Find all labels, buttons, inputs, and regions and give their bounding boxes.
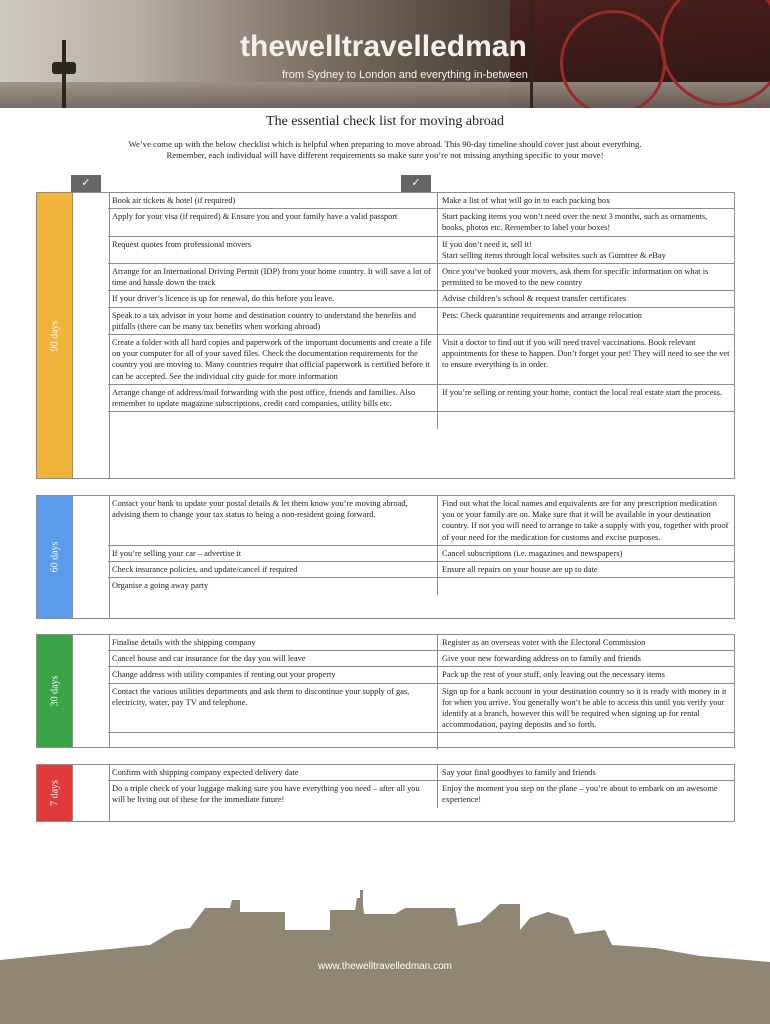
table-row (108, 635, 734, 650)
bike-frame (530, 0, 533, 108)
section-label-60: 60 days (37, 496, 72, 618)
lamp-head (52, 62, 76, 74)
table-row (108, 236, 734, 263)
task-right: Find out what the local names and equivalents are for any prescription medication you or your family are on. Make sure that it will be available in your destination country. If not you will need to arrange to take a supply with you, together with proof of your need for the medication for customs and excise purposes. (442, 499, 729, 542)
task-left: Create a folder with all hard copies and paperwork of the important documents and create a file on your computer for all of your saved files. Check the documentation requirements for the country you are moving to. Many countries require that official paperwork is certified before it can be accepted. See the individual city guide for more information (108, 335, 438, 384)
bicycle-wheel-icon (560, 10, 666, 108)
task-right: If you’re selling or renting your home, contact the local real estate start the process. (442, 387, 722, 397)
section-label-90: 90 days (37, 193, 72, 478)
task-left: Contact the various utilities departments and ask them to discontinue your supply of gas, electricity, water, pay TV and telephone. (108, 684, 438, 733)
brand-tagline: from Sydney to London and everything in-between (282, 69, 528, 81)
checklist-grid (108, 193, 734, 429)
table-row (108, 193, 734, 208)
task-right: Give your new forwarding address on to family and friends (442, 654, 641, 664)
task-left: Finalise details with the shipping company (108, 635, 438, 650)
table-row (108, 577, 734, 595)
task-right: Cancel subscriptions (i.e. magazines and newspapers) (442, 548, 623, 558)
task-right (438, 412, 734, 429)
task-right: Register as an overseas voter with the Electoral Commission (442, 638, 646, 647)
task-right: Start packing items you won’t need over the next 3 months, such as ornaments, books, photos etc. Remember to label your boxes! (442, 212, 708, 233)
task-left: Speak to a tax advisor in your home and destination country to understand the benefits and pitfalls (there can be many tax benefits when working abroad) (108, 308, 438, 334)
section-7-days (36, 764, 735, 822)
header-banner (0, 0, 770, 108)
intro-line: We’ve come up with the below checklist which is helpful when preparing to move abroad. This 90-day timeline should cover just about everything. (128, 139, 642, 149)
task-right: Sign up for a bank account in your destination country so it is ready with money in it for when you arrive. You generally won’t be able to access this until you verify your identify at a branch, however this will be required when signing up for rental accommodation, paying deposits and so forth. (442, 686, 727, 730)
table-row (108, 683, 734, 733)
task-left: Apply for your visa (if required) & Ensure you and your family have a valid passport (108, 209, 438, 235)
task-left: Request quotes from professional movers (108, 237, 438, 263)
task-left: Book air tickets & hotel (if required) (108, 193, 438, 208)
checklist-grid (108, 765, 734, 808)
task-right: Once you’ve booked your movers, ask them for specific information on what is permitted to be moved to the new country (442, 267, 709, 288)
task-left: Do a triple check of your luggage making sure you have everything you need – after all you will be living out of these for the immediate future! (108, 781, 438, 807)
task-right: Pets: Check quarantine requirements and arrange relocation (442, 310, 642, 320)
section-90-days (36, 192, 735, 479)
check-icon: ✓ (71, 175, 101, 192)
table-row (108, 780, 734, 807)
task-left: If you’re selling your car – advertise it (108, 546, 438, 561)
table-row (108, 334, 734, 384)
table-row (108, 666, 734, 682)
task-right: Pack up the rest of your stuff, only leaving out the necessary items (442, 670, 665, 680)
table-row (108, 307, 734, 334)
task-left: If your driver’s licence is up for renewal, do this before you leave. (108, 291, 438, 306)
task-left: Contact your bank to update your postal details & let them know you’re moving abroad, advising them to change your tax status to being a non-resident going forward. (108, 496, 438, 545)
table-row (108, 650, 734, 666)
table-row (108, 545, 734, 561)
task-right (438, 578, 734, 595)
task-left: Organise a going away party (108, 578, 438, 595)
task-left: Check insurance policies, and update/cancel if required (108, 562, 438, 577)
checkbox-column[interactable] (72, 635, 110, 747)
task-left: Arrange change of address/mail forwarding with the post office, friends and families. Also remember to update magazine subscriptions, credit card companies, utility bills etc. (108, 385, 438, 411)
footer-url[interactable]: www.thewelltravelledman.com (318, 961, 452, 972)
task-left: Confirm with shipping company expected delivery date (108, 765, 438, 780)
table-row (108, 384, 734, 411)
task-right: If you don’t need it, sell it! Start selling items through local websites such as Gumtree & eBay (442, 239, 666, 260)
task-right: Make a list of what will go in to each packing box (442, 196, 611, 205)
checkbox-column[interactable] (72, 193, 110, 478)
checkbox-column[interactable] (72, 765, 110, 821)
task-left: Arrange for an International Driving Permit (IDP) from your home country. It will save a lot of time and hassle down the track (108, 264, 438, 290)
section-label-30: 30 days (37, 635, 72, 747)
table-row (108, 263, 734, 290)
table-row (108, 208, 734, 235)
checklist-grid (108, 635, 734, 750)
page-title: The essential check list for moving abroad (266, 114, 504, 129)
table-row (108, 765, 734, 780)
table-row (108, 732, 734, 750)
city-skyline (0, 890, 770, 1024)
checkbox-column[interactable] (72, 496, 110, 618)
lamp-post (62, 40, 66, 108)
task-left: Change address with utility companies if renting out your property (108, 667, 438, 682)
task-right: Ensure all repairs on your house are up to date (442, 565, 598, 575)
task-right: Advise children’s school & request transfer certificates (442, 294, 627, 304)
task-right: Enjoy the moment you step on the plane – you’re about to embark on an awesome experience! (442, 784, 718, 805)
section-30-days (36, 634, 735, 748)
table-row (108, 411, 734, 429)
checklist-grid (108, 496, 734, 595)
task-left (108, 412, 438, 429)
intro-line: Remember, each individual will have different requirements so make sure you’re not missing anything specific to your move! (166, 150, 604, 160)
task-left (108, 733, 438, 750)
section-label-7: 7 days (37, 765, 72, 821)
section-60-days (36, 495, 735, 619)
table-row (108, 496, 734, 545)
table-row (108, 290, 734, 306)
check-icon: ✓ (401, 175, 431, 192)
task-right: Visit a doctor to find out if you will need travel vaccinations. Book relevant appointments for these to happen. Don’t forget your pet! They will need to see the vet to ensure everything is in order. (442, 338, 730, 370)
skyline-tower (360, 890, 363, 914)
task-right (438, 733, 734, 750)
task-left: Cancel house and car insurance for the day you will leave (108, 651, 438, 666)
table-row (108, 561, 734, 577)
brand-name[interactable]: thewelltravelledman (240, 30, 527, 63)
task-right: Say your final goodbyes to family and friends (442, 768, 596, 777)
intro-text (0, 139, 770, 161)
